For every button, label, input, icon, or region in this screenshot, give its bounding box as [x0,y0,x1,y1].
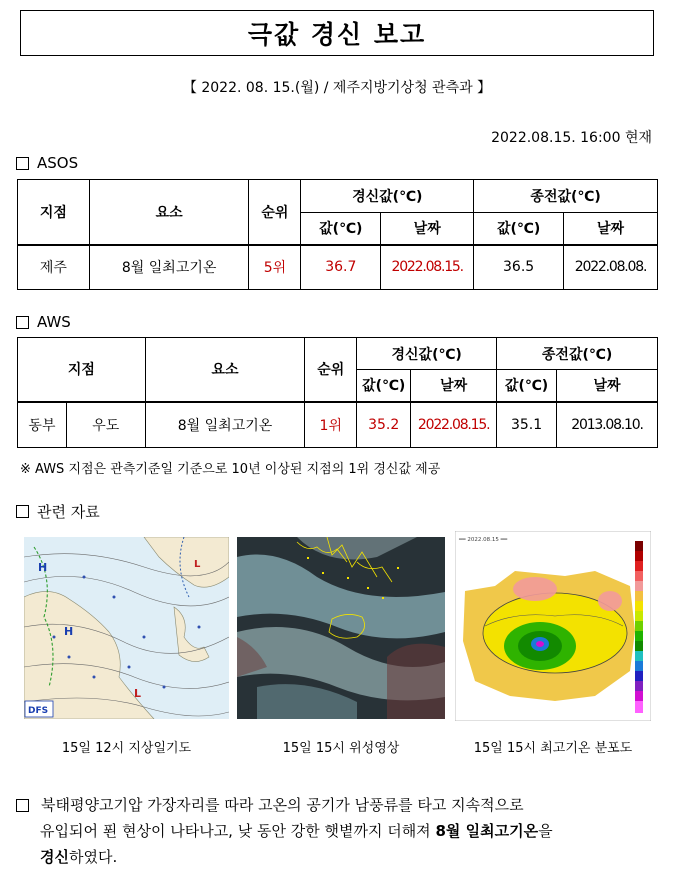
section-aws-label: AWS [37,313,71,331]
caption-surface-chart: 15일 12시 지상일기도 [61,741,192,756]
aws-header-old-value: 값(℃) [497,370,557,402]
section-asos-label: ASOS [37,154,79,172]
summary-line-1: 북태평양고기압 가장자리를 따라 고온의 공기가 남풍류를 타고 지속적으로 [41,796,524,814]
summary-line-2-end: 을 [538,822,553,840]
aws-header-old: 종전값(℃) [497,338,658,370]
aws-footnote: ※ AWS 지점은 관측기준일 기준으로 10년 이상된 지점의 1위 경신값 제공 [20,462,441,477]
checkbox-icon [16,799,29,812]
asos-header-station: 지점 [18,180,90,245]
aws-cell-old-date: 2013.08.10. [557,402,658,448]
asos-header-new: 경신값(℃) [301,180,474,213]
aws-cell-station: 우도 [66,402,145,448]
asos-cell-rank: 5위 [249,245,301,290]
aws-header-old-date: 날짜 [557,370,658,402]
summary-line-3-end: 하였다. [68,848,118,866]
svg-text:H: H [64,625,74,638]
asos-cell-new-date: 2022.08.15. [381,245,474,290]
asos-header-old-value: 값(℃) [474,213,564,245]
report-subtitle: 【 2022. 08. 15.(월) / 제주지방기상청 관측과 】 [182,80,492,96]
summary-emphasis-renewed: 경신 [40,848,69,866]
summary-continuation [16,818,660,870]
asos-header-rank: 순위 [249,180,301,245]
aws-header-station: 지점 [18,338,146,402]
aws-header-element: 요소 [145,338,305,402]
aws-cell-new-value: 35.2 [357,402,411,448]
asos-header-old-date: 날짜 [564,213,658,245]
checkbox-icon [16,316,29,329]
summary-emphasis-record: 8월 일최고기온 [435,822,539,840]
svg-text:L: L [134,687,142,700]
aws-header-new-value: 값(℃) [357,370,411,402]
checkbox-icon [16,157,29,170]
aws-cell-new-date: 2022.08.15. [411,402,497,448]
aws-cell-region: 동부 [18,402,67,448]
as-of-timestamp: 2022.08.15. 16:00 현재 [491,130,652,146]
dfs-logo: DFS [28,706,49,716]
figure-surface-chart [24,537,229,719]
caption-temperature-map: 15일 15시 최고기온 분포도 [473,741,633,756]
report-title-box [20,10,654,56]
aws-header-new-date: 날짜 [411,370,497,402]
aws-table [17,337,658,448]
caption-satellite: 15일 15시 위성영상 [282,741,400,756]
svg-text:H: H [38,561,48,574]
temperature-map-image [455,531,651,721]
asos-header-element: 요소 [89,180,249,245]
section-related-label: 관련 자료 [37,503,100,521]
satellite-image [237,537,445,719]
svg-text:L: L [194,559,201,570]
asos-table [17,179,658,290]
asos-cell-element: 8월 일최고기온 [89,245,249,290]
aws-header-new: 경신값(℃) [357,338,497,370]
asos-cell-old-date: 2022.08.08. [564,245,658,290]
aws-cell-rank: 1위 [305,402,357,448]
summary-line-2: 유입되어 푄 현상이 나타나고, 낮 동안 강한 햇볕까지 더해져 [40,822,436,840]
asos-header-new-value: 값(℃) [301,213,381,245]
figure-satellite [237,537,445,719]
asos-cell-old-value: 36.5 [474,245,564,290]
section-aws-heading [16,313,71,331]
summary-paragraph [16,792,660,870]
asos-header-old: 종전값(℃) [474,180,658,213]
svg-text:━━ 2022.08.15 ━━: ━━ 2022.08.15 ━━ [459,537,508,543]
asos-header-new-date: 날짜 [381,213,474,245]
surface-chart-image [24,537,229,719]
checkbox-icon [16,505,29,518]
figure-temperature-map [455,531,651,721]
aws-cell-old-value: 35.1 [497,402,557,448]
aws-cell-element: 8월 일최고기온 [145,402,305,448]
asos-cell-new-value: 36.7 [301,245,381,290]
section-asos-heading [16,154,78,172]
asos-cell-station: 제주 [18,245,90,290]
section-related-heading [16,501,100,522]
aws-header-rank: 순위 [305,338,357,402]
report-title: 극값 경신 보고 [247,20,427,49]
